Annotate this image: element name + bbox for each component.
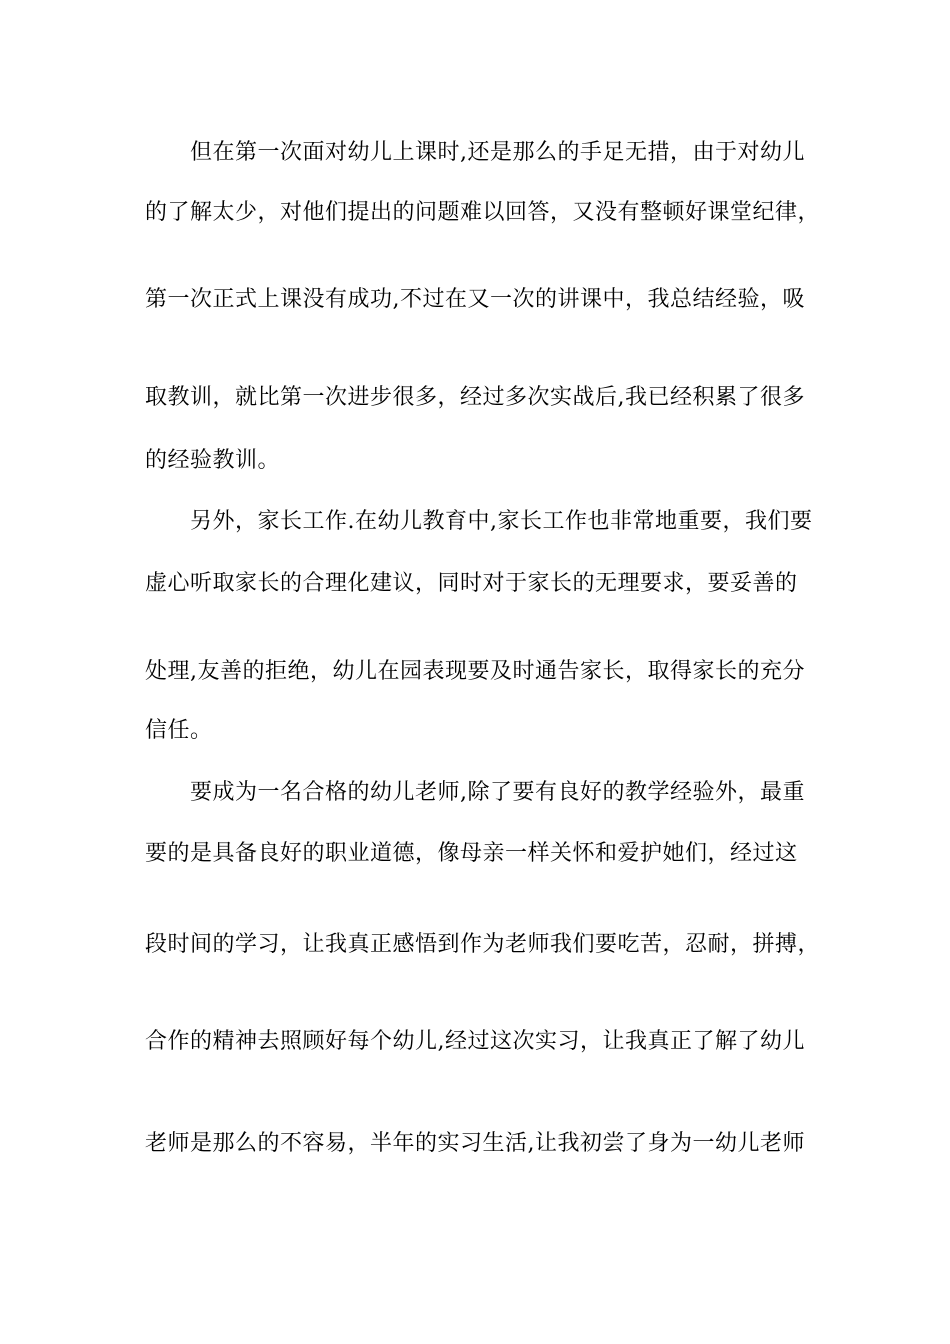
paragraph-2-line-1: 另外，家长工作.在幼儿教育中,家长工作也非常地重要，我们要 xyxy=(190,509,813,534)
paragraph-1-line-3: 第一次正式上课没有成功,不过在又一次的讲课中，我总结经验，吸 xyxy=(145,287,805,312)
paragraph-3-line-4: 合作的精神去照顾好每个幼儿,经过这次实习，让我真正了解了幼儿 xyxy=(145,1029,805,1054)
paragraph-1-line-2: 的了解太少，对他们提出的问题难以回答，又没有整顿好课堂纪律， xyxy=(145,200,821,225)
paragraph-3-line-2: 要的是具备良好的职业道德，像母亲一样关怀和爱护她们，经过这 xyxy=(145,841,798,866)
paragraph-2-line-3: 处理,友善的拒绝，幼儿在园表现要及时通告家长，取得家长的充分 xyxy=(145,659,805,684)
paragraph-2-line-2: 虚心听取家长的合理化建议，同时对于家长的无理要求，要妥善的 xyxy=(145,571,798,596)
paragraph-1-line-1: 但在第一次面对幼儿上课时,还是那么的手足无措，由于对幼儿 xyxy=(190,140,805,165)
paragraph-3-line-3: 段时间的学习，让我真正感悟到作为老师我们要吃苦，忍耐，拼搏， xyxy=(145,932,821,957)
paragraph-3-line-1: 要成为一名合格的幼儿老师,除了要有良好的教学经验外，最重 xyxy=(190,780,805,805)
paragraph-3-line-5: 老师是那么的不容易，半年的实习生活,让我初尝了身为一幼儿老师 xyxy=(145,1131,805,1156)
paragraph-1-line-5: 的经验教训。 xyxy=(145,448,281,473)
paragraph-1-line-4: 取教训，就比第一次进步很多，经过多次实战后,我已经积累了很多 xyxy=(145,385,805,410)
paragraph-2-line-4: 信任。 xyxy=(145,718,213,743)
